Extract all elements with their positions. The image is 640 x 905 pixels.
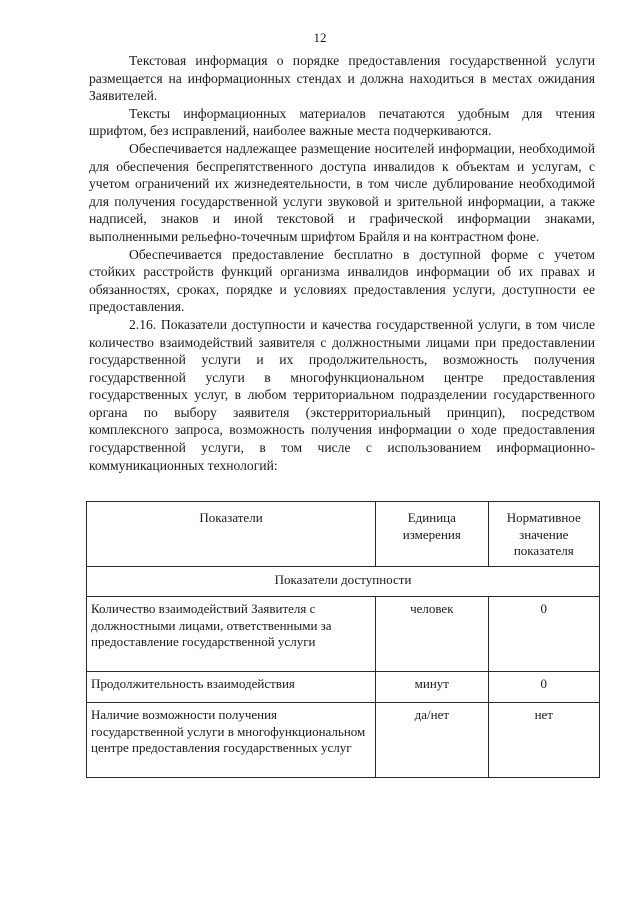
- value-cell: 0: [488, 597, 599, 672]
- group-title: Показатели доступности: [87, 566, 600, 597]
- header-indicators: Показатели: [87, 502, 376, 567]
- paragraph: 2.16. Показатели доступности и качества государственной услуги, в том числе количество взаимодействий заявителя с должностными лицами при предоставлении государственной услуги и их продолжительность, возможность получения государственной услуги в многофункциональном центре предоставления государственных услуг, в любом территориальном подразделении государственного органа по выбору заявителя (экстерриториальный принцип), посредством комплексного запроса, возможность получения информации о ходе предоставления государственной услуги, в том числе с использованием информационно-коммуникационных технологий:: [89, 316, 595, 473]
- table-row: [87, 703, 600, 778]
- table-header-row: [87, 502, 600, 567]
- indicator-cell: Наличие возможности получения государственной услуги в многофункциональном центре предоставления государственных услуг: [87, 703, 376, 778]
- value-cell: 0: [488, 672, 599, 703]
- document-body: [89, 52, 595, 474]
- value-cell: нет: [488, 703, 599, 778]
- unit-cell: да/нет: [376, 703, 488, 778]
- table-row: [87, 597, 600, 672]
- page-number: 12: [313, 30, 327, 45]
- table-row: [87, 672, 600, 703]
- paragraph: Обеспечивается надлежащее размещение носителей информации, необходимой для обеспечения беспрепятственного доступа инвалидов к объектам и услугам, с учетом ограничений их жизнедеятельности, в том числе дублирование необходимой для получения государственной услуги звуковой и зрительной информации, а также надписей, знаков и иной текстовой и графической информации знаками, выполненными рельефно-точечным шрифтом Брайля и на контрастном фоне.: [89, 140, 595, 244]
- paragraph: Тексты информационных материалов печатаются удобным для чтения шрифтом, без исправлений, наиболее важные места подчеркиваются.: [89, 105, 595, 139]
- paragraph: Обеспечивается предоставление бесплатно в доступной форме с учетом стойких расстройств функций организма инвалидов информации об их правах и обязанностях, сроках, порядке и условиях предоставления услуги, доступности ее предоставления.: [89, 246, 595, 315]
- header-unit: Единица измерения: [376, 502, 488, 567]
- header-normative-value: Нормативное значение показателя: [488, 502, 599, 567]
- unit-cell: человек: [376, 597, 488, 672]
- paragraph: Текстовая информация о порядке предоставления государственной услуги размещается на информационных стендах и должна находиться в местах ожидания Заявителей.: [89, 53, 595, 104]
- indicator-cell: Количество взаимодействий Заявителя с должностными лицами, ответственными за предоставление государственной услуги: [87, 597, 376, 672]
- unit-cell: минут: [376, 672, 488, 703]
- table-group-row: [87, 566, 600, 597]
- indicators-table: [86, 501, 600, 778]
- indicator-cell: Продолжительность взаимодействия: [87, 672, 376, 703]
